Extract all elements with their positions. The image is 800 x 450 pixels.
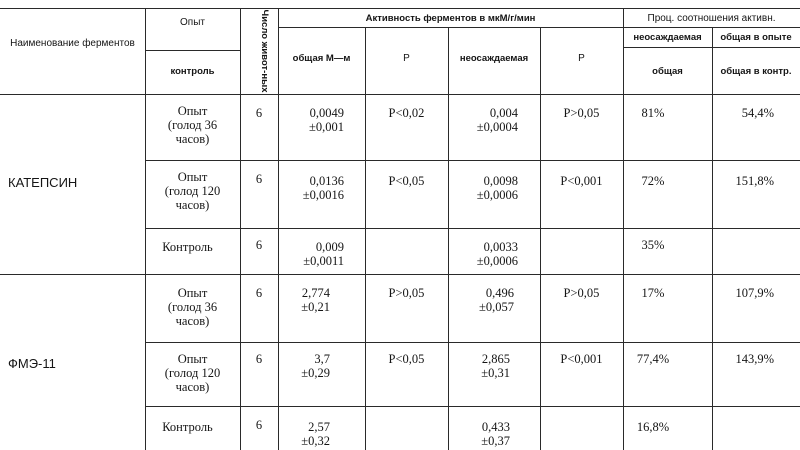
control-header: контроль (170, 66, 215, 77)
total-activity-cell: 0,0049 ±0,001 (309, 106, 344, 134)
total-activity-cell: 3,7 ±0,29 (301, 352, 330, 380)
p-value-cell: Р<0,02 (388, 106, 425, 120)
p-value-header-2: Р (578, 53, 585, 64)
ratio-experiment-cell: 107,9% (735, 286, 774, 300)
total-activity-header: общая М—м (292, 53, 351, 64)
non-sediment-cell: 0,0033 ±0,0006 (476, 240, 518, 268)
row-rule-5 (145, 406, 800, 407)
activity-group-header: Активность ферментов в мкМ/г/мин (365, 13, 536, 24)
header-bottom-rule (0, 94, 800, 95)
p-value-header-1: Р (403, 53, 410, 64)
ratio-experiment-cell: 143,9% (735, 352, 774, 366)
col-rule-6 (540, 27, 541, 450)
animals-count-cell: 6 (255, 238, 263, 252)
condition-cell: Контроль (162, 420, 213, 434)
animals-count-header: Число живот-ных (259, 9, 270, 93)
non-sediment-cell: 0,0098 ±0,0006 (476, 174, 518, 202)
p-value-cell: Р<0,05 (388, 174, 425, 188)
ratio-cell: 17% (641, 286, 665, 300)
total-activity-cell: 0,009 ±0,0011 (303, 240, 344, 268)
enzyme-name-fme11: ФМЭ-11 (8, 356, 56, 371)
group-rule (0, 274, 800, 275)
total-activity-cell: 0,0136 ±0,0016 (302, 174, 344, 202)
enzyme-column-header: Наименование ферментов (10, 38, 135, 49)
ratio-experiment-cell: 54,4% (741, 106, 774, 120)
ratio-cell: 35% (641, 238, 665, 252)
condition-cell: Опыт (голод 120 часов) (164, 352, 221, 394)
non-sediment-cell: 2,865 ±0,31 (481, 352, 510, 380)
ratio-cell: 16,8% (636, 420, 670, 434)
row-rule-2 (145, 228, 800, 229)
animals-count-cell: 6 (255, 172, 263, 186)
col-rule-8 (712, 27, 713, 450)
total-activity-cell: 2,774 ±0,21 (301, 286, 330, 314)
p-value-cell: Р<0,001 (560, 174, 603, 188)
row-rule-4 (145, 342, 800, 343)
animals-count-cell: 6 (255, 106, 263, 120)
condition-cell: Контроль (162, 240, 213, 254)
row-rule-1 (145, 160, 800, 161)
col-rule-5 (448, 27, 449, 450)
col-rule-3 (278, 8, 279, 450)
total-in-experiment-header: общая в опыте (720, 32, 792, 43)
non-sediment-cell: 0,004 ±0,0004 (476, 106, 518, 134)
total-in-control-header: общая в контр. (720, 66, 792, 77)
ratio-experiment-cell: 151,8% (735, 174, 774, 188)
p-value-cell: Р<0,001 (560, 352, 603, 366)
col-rule-2 (240, 8, 241, 450)
non-sediment-ratio-header: неосаждаемая (633, 32, 702, 43)
total-activity-cell: 2,57 ±0,32 (301, 420, 330, 448)
animals-count-cell: 6 (255, 418, 263, 432)
ratio-group-header: Проц. соотношения активн. (647, 13, 776, 24)
condition-cell: Опыт (голод 36 часов) (167, 286, 218, 328)
non-sediment-cell: 0,496 ±0,057 (479, 286, 514, 314)
condition-cell: Опыт (голод 120 часов) (164, 170, 221, 212)
p-value-cell: Р>0,05 (563, 106, 600, 120)
enzyme-name-cathepsin: КАТЕПСИН (8, 175, 78, 190)
p-value-cell: Р<0,05 (388, 352, 425, 366)
activity-group-rule (278, 27, 623, 28)
p-value-cell: Р>0,05 (388, 286, 425, 300)
non-sediment-cell: 0,433 ±0,37 (481, 420, 510, 448)
condition-cell: Опыт (голод 36 часов) (167, 104, 218, 146)
top-rule (0, 8, 800, 9)
animals-count-cell: 6 (255, 352, 263, 366)
ratio-cell: 81% (641, 106, 665, 120)
total-sub-header: общая (652, 66, 683, 77)
col-rule-4 (365, 27, 366, 450)
experiment-header: Опыт (180, 17, 205, 28)
ratio-cell: 77,4% (636, 352, 670, 366)
non-sediment-header: неосаждаемая (459, 53, 529, 64)
p-value-cell: Р>0,05 (563, 286, 600, 300)
animals-count-cell: 6 (255, 286, 263, 300)
ratio-cell: 72% (641, 174, 665, 188)
header-mid-rule-left (145, 50, 240, 51)
